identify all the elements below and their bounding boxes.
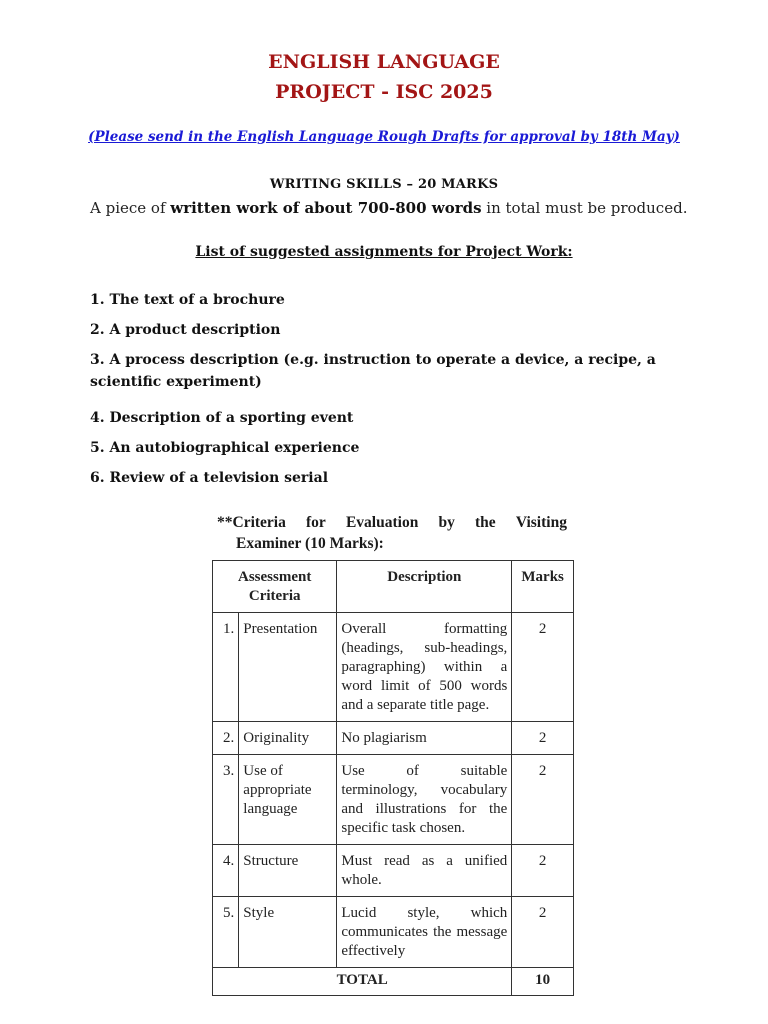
row-criteria: Structure xyxy=(239,845,337,897)
row-marks: 2 xyxy=(512,845,574,897)
column-header-marks: Marks xyxy=(512,561,574,613)
row-description: Use of suitable terminology, vocabulary and illustrations for the specific task chosen. xyxy=(337,755,512,845)
column-header-criteria: Assessment Criteria xyxy=(213,561,337,613)
table-row xyxy=(213,613,574,722)
writing-skills-line xyxy=(90,199,730,217)
row-number: 5. xyxy=(213,897,239,968)
page-title-line1: ENGLISH LANGUAGE xyxy=(268,51,500,73)
row-criteria: Originality xyxy=(239,722,337,755)
row-description: Must read as a unified whole. xyxy=(337,845,512,897)
criteria-heading-word: by xyxy=(438,514,455,531)
assignment-item: 5. An autobiographical experience xyxy=(90,440,360,456)
row-description: Overall formatting (headings, sub-headings, paragraphing) within a word limit of 500 words and a separate title page. xyxy=(337,613,512,722)
criteria-table xyxy=(212,560,574,996)
criteria-heading-word: the xyxy=(475,514,496,531)
column-header-description: Description xyxy=(337,561,512,613)
writing-skills-heading: WRITING SKILLS – 20 MARKS xyxy=(269,177,499,192)
row-description: No plagiarism xyxy=(337,722,512,755)
assignment-item: 6. Review of a television serial xyxy=(90,470,329,486)
total-label: TOTAL xyxy=(213,968,512,996)
criteria-heading-word: Evaluation xyxy=(345,514,419,531)
table-row xyxy=(213,845,574,897)
assignment-item: 3. A process description (e.g. instruction to operate a device, a recipe, a scientific experiment) xyxy=(90,352,656,390)
ws-line-post: in total must be produced. xyxy=(481,199,688,217)
total-value: 10 xyxy=(512,968,574,996)
table-row xyxy=(213,722,574,755)
row-criteria: Use of appropriate language xyxy=(239,755,337,845)
criteria-heading-word: for xyxy=(306,514,326,531)
assignment-item: 4. Description of a sporting event xyxy=(90,410,354,426)
row-marks: 2 xyxy=(512,722,574,755)
total-row xyxy=(213,968,574,996)
page-title-line2: PROJECT - ISC 2025 xyxy=(275,81,493,103)
assignment-item: 2. A product description xyxy=(90,322,281,338)
table-row xyxy=(213,755,574,845)
criteria-heading xyxy=(217,512,567,554)
table-header-row xyxy=(213,561,574,613)
row-number: 1. xyxy=(213,613,239,722)
row-criteria: Presentation xyxy=(239,613,337,722)
row-marks: 2 xyxy=(512,897,574,968)
criteria-heading-word: **Criteria xyxy=(217,514,286,531)
approval-note: (Please send in the English Language Rough Drafts for approval by 18th May) xyxy=(88,129,680,145)
row-description: Lucid style, which communicates the message effectively xyxy=(337,897,512,968)
row-number: 3. xyxy=(213,755,239,845)
assignments-heading: List of suggested assignments for Project Work: xyxy=(195,244,573,260)
criteria-heading-line2: Examiner (10 Marks): xyxy=(236,535,384,552)
table-row xyxy=(213,897,574,968)
assignment-item: 1. The text of a brochure xyxy=(90,292,285,308)
row-number: 2. xyxy=(213,722,239,755)
row-number: 4. xyxy=(213,845,239,897)
criteria-heading-word: Visiting xyxy=(515,514,567,531)
ws-line-pre: A piece of xyxy=(90,199,171,217)
ws-line-bold: written work of about 700-800 words xyxy=(170,199,482,217)
row-criteria: Style xyxy=(239,897,337,968)
row-marks: 2 xyxy=(512,613,574,722)
row-marks: 2 xyxy=(512,755,574,845)
